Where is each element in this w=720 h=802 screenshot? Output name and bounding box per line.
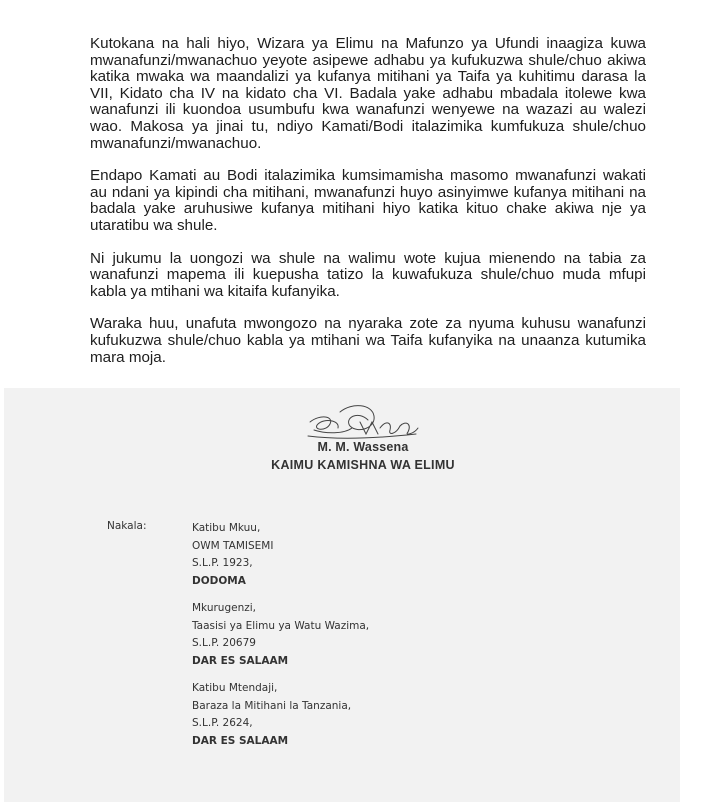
paragraph: Waraka huu, unafuta mwongozo na nyaraka zote za nyuma kuhusu wanafunzi kufukuzwa shule/chuo kabla ya mtihani wa Taifa kufanyika na unaanza kutumika mara moja. <box>90 315 646 366</box>
recipient-address: S.L.P. 20679 <box>192 637 256 649</box>
paragraph: Endapo Kamati au Bodi italazimika kumsimamisha masomo mwanafunzi wakati au ndani ya kipindi cha mitihani, mwanafunzi huyo asinyimwe kufanya mitihani na badala yake aruhusiwe kufanya mitihani hiyo katika kituo chake akiwa nje ya utaratibu wa shule. <box>90 167 646 234</box>
paragraph: Kutokana na hali hiyo, Wizara ya Elimu na Mafunzo ya Ufundi inaagiza kuwa mwanafunzi/mwanachuo yeyote asipewe adhabu ya kufukuzwa shule/chuo akiwa katika mwaka wa maandalizi ya kufanya mitihani ya Taifa ya kuhitimu darasa la VII, Kidato cha IV na kidato cha VI. Badala yake adhabu mbadala itolewe kwa wanafunzi ili kuondoa usumbufu kwa wanafunzi wenyewe na wazazi au walezi wao. Makosa ya jinai tu, ndiyo Kamati/Bodi italazimika kumfukuza shule/chuo mwanafunzi/mwanachuo. <box>90 35 646 152</box>
recipient-office: Taasisi ya Elimu ya Watu Wazima, <box>192 619 370 632</box>
copy-recipient <box>192 600 369 670</box>
recipient-office: Baraza la Mitihani la Tanzania, <box>192 699 352 712</box>
letter-body <box>90 36 646 366</box>
signatory-title: KAIMU KAMISHNA WA ELIMU <box>271 458 455 472</box>
signatory-name: M. M. Wassena <box>317 440 409 454</box>
copy-recipient <box>192 520 369 590</box>
recipient-city: DODOMA <box>192 574 246 587</box>
paragraph: Ni jukumu la uongozi wa shule na walimu wote kujua mienendo na tabia za wanafunzi mapema ili kuepusha tatizo la kuwafukuza shule/chuo muda mfupi kabla ya mtihani wa kitaifa kufanyika. <box>90 249 646 300</box>
recipient-address: S.L.P. 2624, <box>192 717 253 729</box>
recipient-title: Mkurugenzi, <box>192 602 256 614</box>
recipient-address: S.L.P. 1923, <box>192 557 253 569</box>
recipient-title: Katibu Mkuu, <box>192 522 261 534</box>
copies-list <box>192 520 369 760</box>
copies-label: Nakala: <box>107 520 147 532</box>
copy-recipient <box>192 680 369 750</box>
recipient-office: OWM TAMISEMI <box>192 539 274 552</box>
recipient-city: DAR ES SALAAM <box>192 654 289 667</box>
recipient-title: Katibu Mtendaji, <box>192 682 278 694</box>
recipient-city: DAR ES SALAAM <box>192 734 289 747</box>
